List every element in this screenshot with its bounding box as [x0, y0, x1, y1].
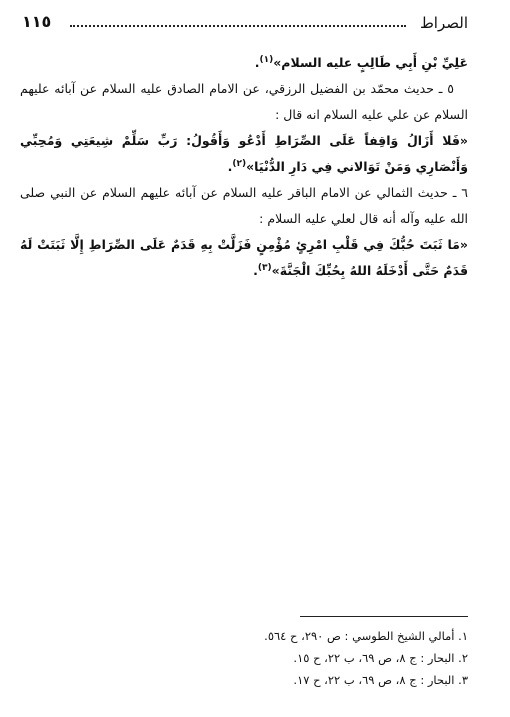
running-title: الصراط: [419, 14, 468, 32]
paragraph-1: عَلِيِّ بْنِ أَبِي طَالِبٍ عليه السلام»$^{(١)}$.: [254, 54, 468, 70]
footnote-divider: [300, 616, 468, 617]
paragraph-3-text: «فَلا أَزَالُ وَاقِفاً عَلَى الصِّرَاطِ أَدْعُو وَأَقُولُ: رَبِّ سَلِّمْ شِيعَتِي وَمُحِبِّي وَأَنْصَارِي وَمَنْ تَوَالاني فِي دَارِ الدُّنْيَا»: [20, 133, 468, 174]
footnote-ref-3: (٣): [257, 262, 272, 273]
page-header: [20, 12, 468, 38]
footnote-1: ١. أمالي الشيخ الطوسي : ص ٢٩٠، ح ٥٦٤.: [264, 629, 468, 643]
page-number: ١١٥: [22, 12, 52, 31]
footnote-3: ٣. البحار : ج ٨، ص ٦٩، ب ٢٢، ح ١٧.: [293, 673, 468, 687]
paragraph-5: «مَا ثَبَتَ حُبُّكَ فِي قَلْبِ امْرِئٍ مُؤْمِنٍ فَزَلَّتْ بِهِ قَدَمٌ عَلَى الصِّرَاطِ إِلَّا ثَبَتَتْ لَهُ قَدَمٌ حَتَّى أَدْخَلَهُ اللهُ بِحُبِّكَ الْجَنَّةَ»$^{(٣)}$.: [20, 237, 468, 278]
footnote-ref-2: (٢): [232, 158, 247, 169]
paragraph-4: ٦ ـ حديث الثمالي عن الامام الباقر عليه السلام عن آبائه عليهم السلام عن النبي صلى الله عليه وآله أنه قال لعلي عليه السلام :: [20, 185, 468, 226]
paragraph-3: «فَلا أَزَالُ وَاقِفاً عَلَى الصِّرَاطِ أَدْعُو وَأَقُولُ: رَبِّ سَلِّمْ شِيعَتِي وَمُحِبِّي وَأَنْصَارِي وَمَنْ تَوَالاني فِي دَارِ الدُّنْيَا»$^{(٢)}$.: [20, 133, 468, 174]
paragraph-1-text: عَلِيِّ بْنِ أَبِي طَالِبٍ عليه السلام»: [273, 55, 468, 70]
footnotes: [20, 616, 468, 691]
header-dotted-leader: [70, 25, 406, 27]
main-text: [20, 50, 468, 284]
footnote-ref-1: (١): [259, 54, 274, 65]
footnote-2: ٢. البحار : ج ٨، ص ٦٩، ب ٢٢، ح ١٥.: [293, 651, 468, 665]
paragraph-5-text: «مَا ثَبَتَ حُبُّكَ فِي قَلْبِ امْرِئٍ مُؤْمِنٍ فَزَلَّتْ بِهِ قَدَمٌ عَلَى الصِّرَاطِ إِلَّا ثَبَتَتْ لَهُ قَدَمٌ حَتَّى أَدْخَلَهُ اللهُ بِحُبِّكَ الْجَنَّةَ»: [20, 237, 468, 278]
paragraph-2: ٥ ـ حديث محمّد بن الفضيل الرزقي، عن الامام الصادق عليه السلام عن آبائه عليهم السلام عن علي عليه السلام انه قال :: [20, 81, 468, 122]
